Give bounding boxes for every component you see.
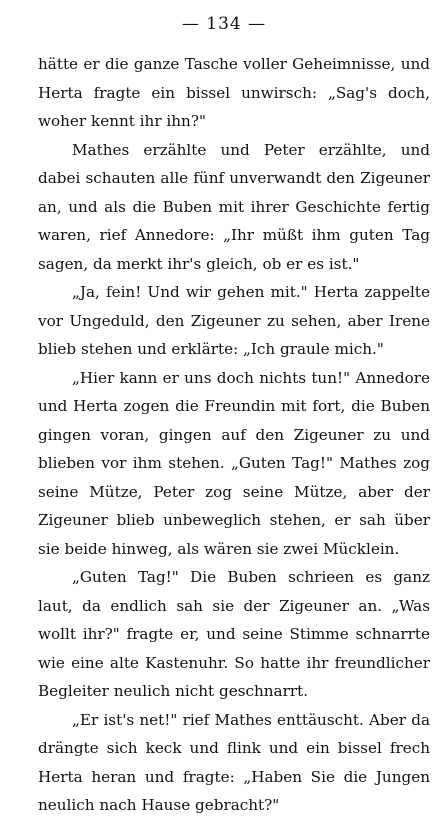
page-number: — 134 — — [181, 14, 267, 34]
paragraph: „Guten Tag!" Die Buben schrieen es ganz laut, da endlich sah sie der Zigeuner an. „Was wollt ihr?" fragte er, und seine Stimme schnarrte wie eine alte Kastenuhr. So hatte ihr freundlicher Begleiter neulich nicht geschnarrt. — [38, 568, 430, 700]
body-text — [38, 50, 430, 820]
paragraph: „Ja, fein! Und wir gehen mit." Herta zappelte vor Ungeduld, den Zigeuner zu sehen, aber Irene blieb stehen und erklärte: „Ich graule mich." — [38, 283, 430, 358]
paragraph-continued: hätte er die ganze Tasche voller Geheimnisse, und Herta fragte ein bissel unwirsch: „Sag's doch, woher kennt ihr ihn?" — [38, 55, 430, 130]
paragraph: Mathes erzählte und Peter erzählte, und dabei schauten alle fünf unverwandt den Zigeuner an, und als die Buben mit ihrer Geschichte fertig waren, rief Annedore: „Ihr müßt ihm guten Tag sagen, da merkt ihr's gleich, ob er es ist." — [38, 140, 430, 273]
paragraph: „Er ist's net!" rief Mathes enttäuscht. Aber da drängte sich keck und flink und ein bissel frech Herta heran und fragte: „Haben Sie die Jungen neulich nach Hause gebracht?" — [38, 710, 430, 814]
paragraph: „Hier kann er uns doch nichts tun!" Annedore und Herta zogen die Freundin mit fort, die Buben gingen voran, gingen auf den Zigeuner zu und blieben vor ihm stehen. „Guten Tag!" Mathes zog seine Mütze, Peter zog seine Mütze, aber der Zigeuner blieb unbeweglich stehen, er sah über sie beide hinweg, als wären sie zwei Mücklein. — [38, 368, 430, 558]
